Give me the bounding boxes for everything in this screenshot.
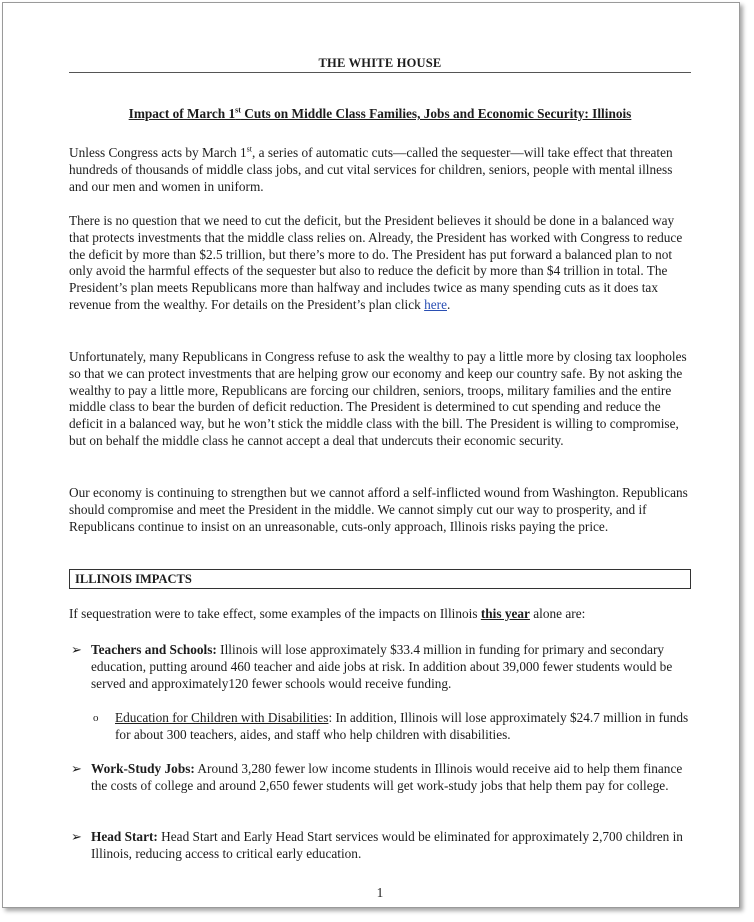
section-heading-box (69, 569, 691, 589)
balanced-plan-paragraph (69, 213, 691, 314)
intro-paragraph-part-1: Unless Congress acts by March 1 (69, 145, 247, 160)
economy-paragraph (69, 485, 691, 535)
impacts-intro-part-1: If sequestration were to take effect, some examples of the impacts on Illinois (69, 606, 481, 621)
document-page (2, 2, 740, 908)
impacts-intro (69, 606, 691, 623)
bullet-text (91, 642, 691, 692)
bullet-label: Teachers and Schools: (91, 642, 217, 657)
title-superscript: st (235, 105, 241, 115)
bullet-text (91, 761, 691, 795)
bullet-text (91, 829, 691, 863)
intro-paragraph-part-2: , a series of automatic cuts—called the sequester—will take effect that threaten hundreds of thousands of middle class jobs, and cut vital services for children, seniors, people with mental illness and our men and women in uniform. (69, 145, 673, 194)
bullet-label: Head Start: (91, 829, 158, 844)
arrow-bullet-icon: ➢ (71, 761, 82, 776)
sub-bullet-label: Education for Children with Disabilities (115, 710, 329, 725)
header-divider (69, 72, 691, 73)
page-number: 1 (376, 885, 384, 900)
intro-superscript: st (246, 144, 252, 154)
republicans-paragraph (69, 349, 691, 450)
economy-text: Our economy is continuing to strengthen but we cannot afford a self-inflicted wound from Washington. Republicans should compromise and meet the President in the middle. We cannot simply cut our way to prosperity, and if Republicans continue to insist on an unreasonable, cuts-only approach, Illinois risks paying the price. (69, 485, 688, 534)
title-part-2: Cuts on Middle Class Families, Jobs and Economic Security: Illinois (240, 106, 632, 121)
bullet-body: Head Start and Early Head Start services would be eliminated for approximately 2,700 children in Illinois, reducing access to critical early education. (91, 829, 683, 861)
intro-paragraph (69, 145, 691, 195)
sub-bullet-body: : In addition, Illinois will lose approximately $24.7 million in funds for about 300 teachers, aides, and staff who help children with disabilities. (115, 710, 689, 742)
circle-bullet-icon: o (93, 712, 99, 724)
arrow-bullet-icon: ➢ (71, 642, 82, 657)
letterhead-title: THE WHITE HOUSE (318, 56, 442, 70)
impacts-intro-emphasis: this year (480, 606, 530, 621)
bullet-label: Work-Study Jobs: (91, 761, 195, 776)
republicans-text: Unfortunately, many Republicans in Congress refuse to ask the wealthy to pay a little more by closing tax loopholes so that we can protect investments that are helping grow our economy and keep our country safe. By not asking the wealthy to pay a little more, Republicans are forcing our children, seniors, troops, military families and the entire middle class to bear the burden of deficit reduction. The President is determined to cut spending and reduce the deficit in a balanced way, but he won’t stick the middle class with the bill. The President is willing to compromise, but on behalf the middle class he cannot accept a deal that undercuts their economic security. (69, 349, 687, 448)
section-heading: ILLINOIS IMPACTS (75, 572, 192, 586)
balanced-plan-text: There is no question that we need to cut the deficit, but the President believes it should be done in a balanced way that protects investments that the middle class relies on. Already, the President has worked with Congress to reduce the deficit by more than $2.5 trillion, but there’s more to do. The President has put forward a balanced plan to not only avoid the harmful effects of the sequester but also to reduce the deficit by more than $4 trillion in total. The President’s plan meets Republicans more than halfway and includes twice as many spending cuts as it does tax revenue from the wealthy. For details on the President’s plan click (69, 213, 683, 312)
bullet-body: Around 3,280 fewer low income students in Illinois would receive aid to help them finance the costs of college and around 2,650 fewer students will get work-study jobs that help them pay for college. (91, 761, 683, 793)
document-title (69, 106, 691, 123)
impacts-intro-part-2: alone are: (529, 606, 586, 621)
plan-details-link[interactable]: here (424, 296, 447, 312)
arrow-bullet-icon: ➢ (71, 829, 82, 844)
bullet-body: Illinois will lose approximately $33.4 million in funding for primary and secondary education, putting around 460 teacher and aide jobs at risk. In addition about 39,000 fewer students would be served and approximately120 fewer schools would receive funding. (91, 642, 673, 691)
title-part-1: Impact of March 1 (128, 106, 236, 121)
balanced-plan-end: . (447, 296, 451, 312)
sub-bullet-text (115, 710, 691, 744)
